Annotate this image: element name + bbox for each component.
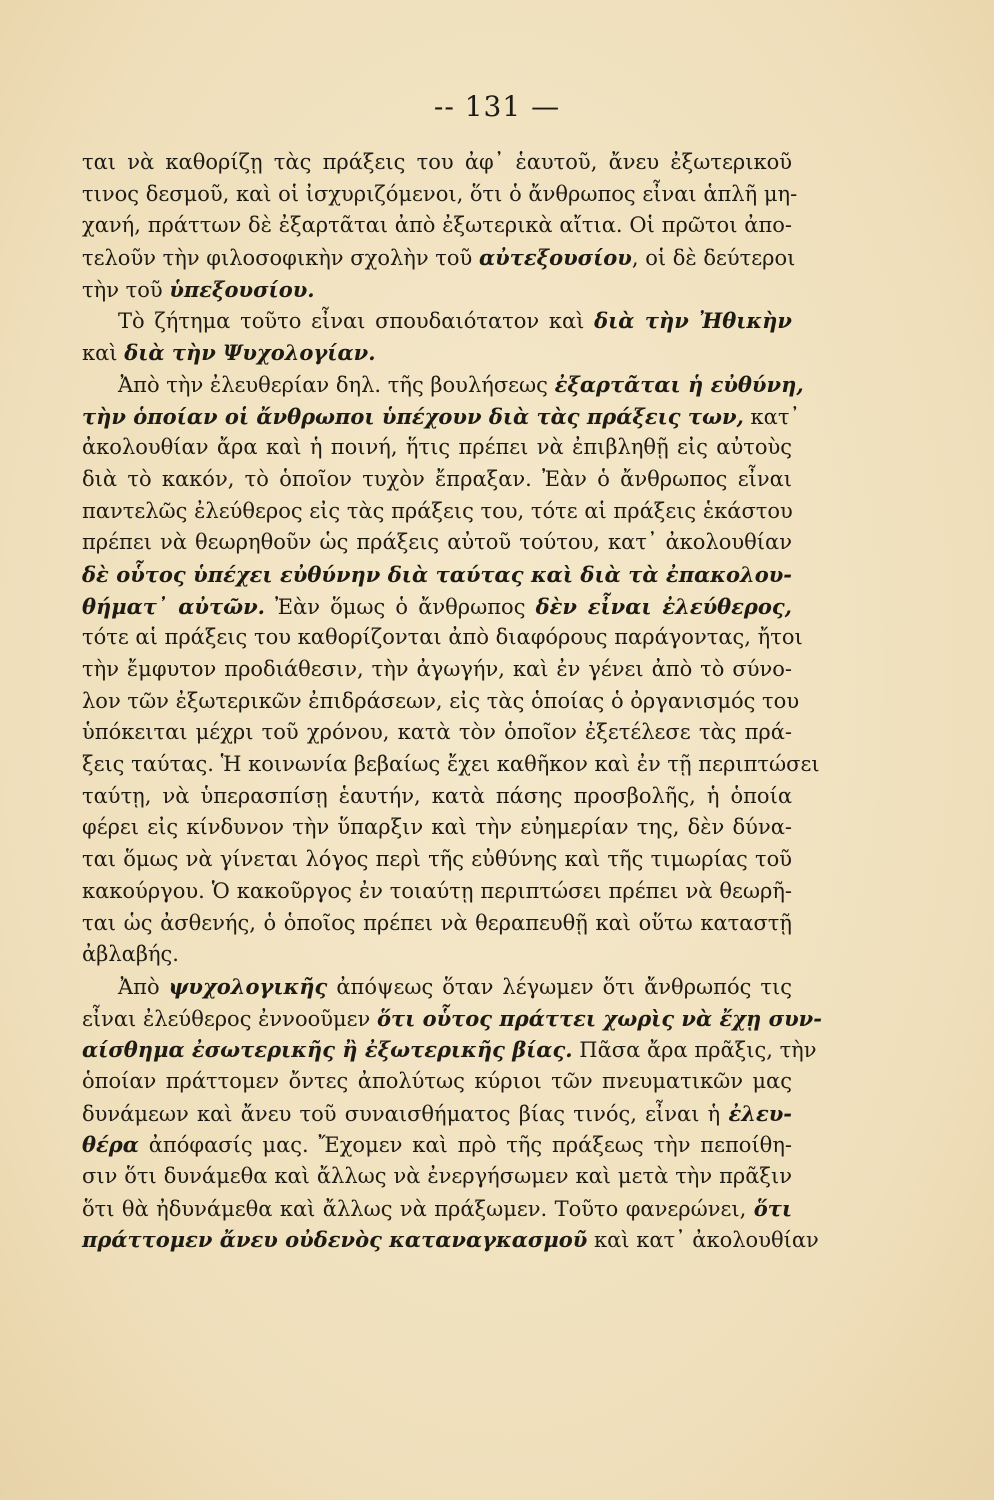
text-line	[82, 1034, 817, 1066]
emphasis-text: αὐτεξουσίου	[479, 245, 632, 271]
text-line	[82, 1129, 792, 1161]
text-line	[82, 939, 792, 971]
text-segment: δυνάμεων καὶ ἄνευ τοῦ συναισθήματος βίας τινός, εἶναι ἡ	[82, 1101, 729, 1126]
text-segment: ξεις ταύτας. Ἡ κοινωνία βεβαίως ἔχει καθῆκον καὶ ἐν τῇ περιπτώσει	[82, 752, 820, 777]
emphasis-text: διὰ τὴν Ψυχολογίαν.	[124, 340, 376, 366]
text-segment: , οἱ δὲ δεύτεροι	[631, 246, 796, 271]
text-line	[82, 210, 792, 242]
emphasis-text: δὲν εἶναι ἐλεύθερος,	[535, 593, 792, 619]
emphasis-text: ὑπεξουσίου.	[169, 276, 315, 302]
text-line	[82, 147, 792, 179]
text-segment: καὶ	[82, 341, 125, 366]
text-line	[82, 654, 792, 686]
emphasis-text: πράττομεν ἄνευ οὐδενὸς καταναγκασμοῦ	[82, 1227, 588, 1253]
text-line	[82, 1066, 792, 1098]
text-segment: Ἀπὸ τὴν ἐλευθερίαν δηλ. τῆς βουλήσεως	[118, 372, 555, 397]
text-segment: ἀπόφασίς μας. Ἔχομεν καὶ πρὸ τῆς πράξεως τὴν πεποίθη-	[138, 1133, 792, 1158]
text-line	[82, 1003, 822, 1035]
text-segment: λον τῶν ἐξωτερικῶν ἐπιδράσεων, εἰς τὰς ὁποίας ὁ ὀργανισμός του	[82, 688, 800, 713]
text-segment: ἀπόψεως ὅταν λέγωμεν ὅτι ἄνθρωπός τις	[327, 974, 792, 999]
text-segment: φέρει εἰς κίνδυνον τὴν ὕπαρξιν καὶ τὴν εὐημερίαν της, δὲν δύνα-	[82, 815, 792, 840]
emphasis-text: τὴν ὁποίαν οἱ ἄνθρωποι ὑπέχουν διὰ τὰς πράξεις των,	[82, 403, 744, 429]
text-segment: ἀβλαβής.	[82, 942, 179, 967]
text-segment: εἶναι ἐλεύθερος ἐννοοῦμεν	[82, 1006, 377, 1031]
text-line	[82, 1193, 792, 1225]
text-segment: Πᾶσα ἄρα πρᾶξις, τὴν	[572, 1038, 817, 1063]
text-segment: Ἐὰν ὅμως ὁ ἄνθρωπος	[264, 594, 536, 619]
emphasis-text: ἐξαρτᾶται ἡ εὐθύνη,	[554, 371, 804, 397]
text-segment: ἀκολουθίαν ἄρα καὶ ἡ ποινή, ἥτις πρέπει νὰ ἐπιβληθῇ εἰς αὐτοὺς	[82, 435, 792, 460]
text-segment: ταύτῃ, νὰ ὑπερασπίσῃ ἑαυτήν, κατὰ πάσης προσβολῆς, ἡ ὁποία	[82, 783, 792, 808]
text-line	[82, 496, 792, 528]
text-segment: τὴν τοῦ	[82, 277, 170, 302]
text-line	[82, 274, 792, 306]
emphasis-text: ὅτι οὗτος πράττει χωρὶς νὰ ἔχῃ συν-	[376, 1005, 822, 1031]
text-line	[82, 812, 792, 844]
text-segment: σιν ὅτι δυνάμεθα καὶ ἄλλως νὰ ἐνεργήσωμεν καὶ μετὰ τὴν πρᾶξιν	[82, 1164, 792, 1188]
text-line	[82, 432, 792, 464]
emphasis-text: διὰ τὴν Ἠθικὴν	[594, 308, 792, 334]
text-line	[82, 844, 792, 876]
emphasis-text: ψυχολογικῆς	[168, 973, 328, 999]
text-line	[82, 876, 792, 908]
page-number: -- 131 —	[433, 90, 561, 123]
text-segment: ὑπόκειται μέχρι τοῦ χρόνου, κατὰ τὸν ὁποῖον ἐξετέλεσε τὰς πρά-	[82, 720, 792, 745]
text-segment: ται ὡς ἀσθενής, ὁ ὁποῖος πρέπει νὰ θεραπευθῇ καὶ οὕτω καταστῇ	[82, 910, 792, 935]
text-segment: τινος δεσμοῦ, καὶ οἱ ἰσχυριζόμενοι, ὅτι ὁ ἄνθρωπος εἶναι ἁπλῆ μη-	[82, 181, 798, 206]
text-segment: παντελῶς ἐλεύθερος εἰς τὰς πράξεις του, τότε αἱ πράξεις ἑκάστου	[82, 498, 793, 523]
text-line	[82, 622, 803, 654]
text-line	[82, 179, 798, 211]
text-line	[82, 401, 800, 433]
text-line	[82, 464, 792, 496]
text-line	[82, 305, 792, 337]
text-segment: ὁποίαν πράττομεν ὄντες ἀπολύτως κύριοι τῶν πνευματικῶν μας	[82, 1068, 792, 1093]
emphasis-text: δὲ οὗτος ὑπέχει εὐθύνην διὰ ταύτας καὶ διὰ τὰ ἐπακολου-	[82, 561, 792, 587]
text-segment: κατ᾽	[743, 404, 800, 429]
text-line	[82, 781, 792, 813]
emphasis-text: θέρα	[82, 1132, 139, 1158]
text-segment: καὶ κατ᾽ ἀκολουθίαν	[587, 1228, 819, 1253]
text-line	[82, 1098, 792, 1130]
text-segment: διὰ τὸ κακόν, τὸ ὁποῖον τυχὸν ἔπραξαν. Ἐὰν ὁ ἄνθρωπος εἶναι	[82, 466, 792, 491]
text-line	[82, 337, 792, 369]
emphasis-text: αίσθημα ἐσωτερικῆς ἢ ἐξωτερικῆς βίας.	[82, 1037, 573, 1063]
text-line	[82, 1224, 819, 1256]
text-segment: τελοῦν τὴν φιλοσοφικὴν σχολὴν τοῦ	[82, 246, 479, 271]
text-line	[82, 971, 792, 1003]
emphasis-text: ἐλευ-	[728, 1100, 792, 1126]
text-segment: κακούργου. Ὁ κακοῦργος ἐν τοιαύτῃ περιπτώσει πρέπει νὰ θεωρῆ-	[82, 878, 792, 903]
text-line	[82, 686, 800, 718]
text-segment: τότε αἱ πράξεις του καθορίζονται ἀπὸ διαφόρους παράγοντας, ἤτοι	[82, 625, 803, 650]
text-line	[82, 369, 804, 401]
text-segment: ὅτι θὰ ἠδυνάμεθα καὶ ἄλλως νὰ πράξωμεν. Τοῦτο φανερώνει,	[82, 1196, 754, 1221]
emphasis-text: ὅτι	[753, 1195, 792, 1221]
text-line	[82, 908, 792, 940]
text-segment: Τὸ ζήτημα τοῦτο εἶναι σπουδαιότατον καὶ	[118, 309, 595, 334]
text-line	[82, 242, 796, 274]
text-segment: τὴν ἔμφυτον προδιάθεσιν, τὴν ἀγωγήν, καὶ ἐν γένει ἀπὸ τὸ σύνο-	[82, 657, 792, 681]
text-line	[82, 1161, 792, 1193]
text-segment: πρέπει νὰ θεωρηθοῦν ὡς πράξεις αὐτοῦ τούτου, κατ᾽ ἀκολουθίαν	[82, 530, 792, 555]
text-line	[82, 559, 792, 591]
text-segment: χανή, πράττων δὲ ἐξαρτᾶται ἀπὸ ἐξωτερικὰ αἴτια. Οἱ πρῶτοι ἀπο-	[82, 213, 792, 238]
text-line	[82, 527, 792, 559]
body-text	[82, 147, 822, 1256]
text-segment: Ἀπὸ	[118, 974, 169, 999]
emphasis-text: θήματ᾽ αὐτῶν.	[82, 593, 265, 619]
text-segment: ται νὰ καθορίζῃ τὰς πράξεις του ἀφ᾽ ἑαυτοῦ, ἄνευ ἐξωτερικοῦ	[82, 150, 792, 174]
text-line	[82, 591, 792, 623]
text-line	[82, 717, 792, 749]
text-line	[82, 749, 820, 781]
text-segment: ται ὅμως νὰ γίνεται λόγος περὶ τῆς εὐθύνης καὶ τῆς τιμωρίας τοῦ	[82, 847, 792, 872]
